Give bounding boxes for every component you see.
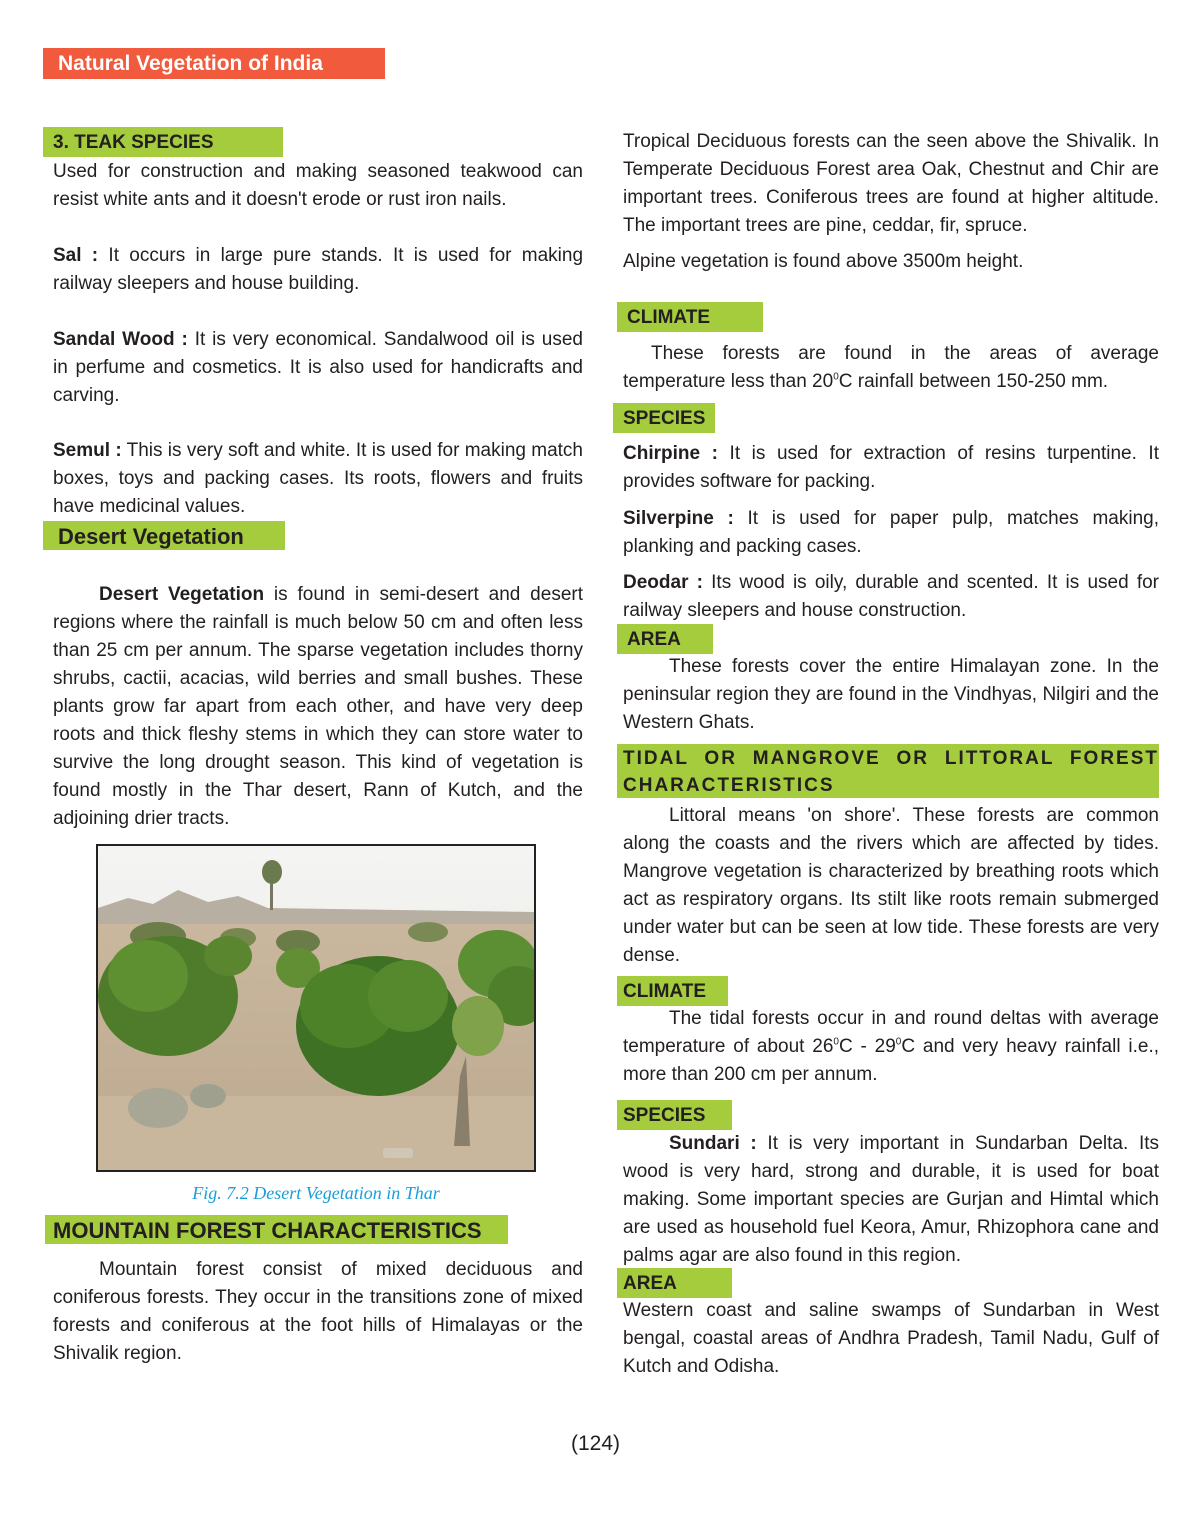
area-text-2: Western coast and saline swamps of Sundarban in West bengal, coastal areas of Andhra Pradesh, Tamil Nadu, Gulf of Kutch and Odisha.	[623, 1300, 1159, 1377]
chirpine-term: Chirpine :	[623, 443, 718, 464]
deodar-paragraph	[623, 569, 1159, 625]
mountain-forest-heading: MOUNTAIN FOREST CHARACTERISTICS	[45, 1215, 508, 1244]
silverpine-text: It is used for paper pulp, matches making, planking and packing cases.	[623, 508, 1160, 557]
chirpine-text: It is used for extraction of resins turpentine. It provides software for packing.	[623, 443, 1159, 492]
area-heading-2: AREA	[617, 1268, 732, 1298]
area-heading-1: AREA	[617, 624, 713, 654]
climate-sup-2b: 0	[895, 1036, 902, 1048]
desert-photo-illustration	[98, 846, 534, 1170]
sandal-term: Sandal Wood :	[53, 329, 188, 350]
semul-term: Semul :	[53, 440, 122, 461]
climate-text-2b: C - 29	[838, 1036, 896, 1057]
climate-text-1b: C rainfall between 150-250 mm.	[838, 371, 1109, 392]
tidal-forest-heading: TIDAL OR MANGROVE OR LITTORAL FOREST CHARACTERISTICS	[617, 744, 1159, 798]
semul-text: This is very soft and white. It is used for making match boxes, toys and packing cases. Its roots, flowers and fruits have medicinal values.	[53, 440, 583, 517]
figure-caption: Fig. 7.2 Desert Vegetation in Thar	[192, 1183, 440, 1203]
chapter-title: Natural Vegetation of India	[43, 48, 385, 79]
sal-term: Sal :	[53, 245, 99, 266]
sal-text: It occurs in large pure stands. It is used for making railway sleepers and house building.	[53, 245, 584, 294]
species-heading-1: SPECIES	[613, 403, 715, 433]
deodar-term: Deodar :	[623, 572, 703, 593]
climate-text-2	[623, 1005, 1159, 1089]
climate-text-1a: These forests are found in the areas of average temperature less than 20	[623, 343, 1159, 392]
chirpine-paragraph	[623, 440, 1159, 496]
sal-paragraph	[53, 242, 583, 298]
silverpine-paragraph	[623, 505, 1159, 561]
right-intro-text-1: Tropical Deciduous forests can the seen above the Shivalik. In Temperate Deciduous Forest area Oak, Chestnut and Chir are important trees. Coniferous trees are found at higher altitude. The important trees are pine, ceddar, fir, spruce.	[623, 131, 1159, 236]
teak-text: Used for construction and making seasoned teakwood can resist white ants and it doesn't erode or rust iron nails.	[53, 161, 583, 210]
desert-text: is found in semi-desert and desert regions where the rainfall is much below 50 cm and often less than 25 cm per annum. The sparse vegetation includes thorny shrubs, cactii, acacias, wild berries and small bushes. These plants grow far apart from each other, and have very deep roots and thick fleshy stems in which they can store water to survive the long drought season. This kind of vegetation is found mostly in the Thar desert, Rann of Kutch, and the adjoining drier tracts.	[53, 584, 583, 829]
right-intro-text-2: Alpine vegetation is found above 3500m height.	[623, 251, 1024, 272]
desert-vegetation-photo	[96, 844, 536, 1172]
climate-text-2a: The tidal forests occur in and round deltas with average temperature of about 26	[623, 1008, 1159, 1057]
page-number: (124)	[570, 1432, 621, 1455]
desert-paragraph	[53, 581, 583, 833]
climate-heading-1: CLIMATE	[617, 302, 763, 332]
desert-term: Desert Vegetation	[99, 584, 265, 605]
silverpine-term: Silverpine :	[623, 508, 734, 529]
climate-text-1	[623, 340, 1159, 396]
area-text-1: These forests cover the entire Himalayan zone. In the peninsular region they are found in the Vindhyas, Nilgiri and the Western Ghats.	[623, 656, 1159, 733]
sundari-paragraph	[623, 1130, 1159, 1270]
deodar-text: Its wood is oily, durable and scented. It is used for railway sleepers and house construction.	[623, 572, 1159, 621]
climate-heading-2: CLIMATE	[617, 976, 728, 1006]
desert-vegetation-heading: Desert Vegetation	[43, 521, 285, 550]
teak-species-heading: 3. TEAK SPECIES	[43, 127, 283, 157]
mountain-text: Mountain forest consist of mixed deciduous and coniferous forests. They occur in the transitions zone of mixed forests and coniferous at the foot hills of Himalayas or the Shivalik region.	[53, 1259, 583, 1364]
climate-text-2c: C and very heavy rainfall i.e., more than 200 cm per annum.	[623, 1036, 1159, 1085]
sundari-term: Sundari :	[669, 1133, 757, 1154]
tidal-text: Littoral means 'on shore'. These forests are common along the coasts and the rivers which are affected by tides. Mangrove vegetation is characterized by breathing roots which act as respiratory organs. Its stilt like roots remain submerged under water but can be seen at low tide. These forests are very dense.	[623, 805, 1159, 966]
semul-paragraph	[53, 437, 583, 521]
sandal-text: It is very economical. Sandalwood oil is used in perfume and cosmetics. It is also used for handicrafts and carving.	[53, 329, 583, 406]
sandal-paragraph	[53, 326, 583, 410]
sundari-text: It is very important in Sundarban Delta. Its wood is very hard, strong and durable, it is used for boat making. Some important species are Gurjan and Himtal which are used as household fuel Keora, Amur, Rhizophora cane and palms agar are also found in this region.	[623, 1133, 1159, 1266]
species-heading-2: SPECIES	[617, 1100, 732, 1130]
climate-sup-2a: 0	[833, 1036, 839, 1048]
climate-sup-1: 0	[833, 371, 839, 383]
